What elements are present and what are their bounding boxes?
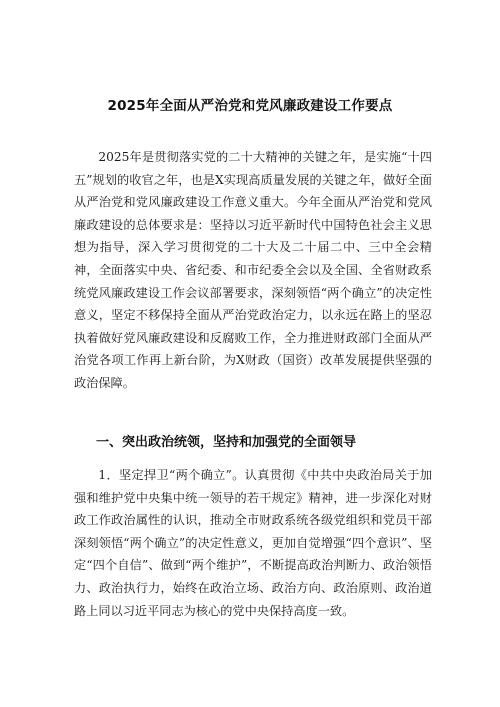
item-1-paragraph: 1．坚定捍卫“两个确立”。认真贯彻《中共中央政治局关于加强和维护党中央集中统一领导的若干规定》精神，进一步深化对财政工作政治属性的认识，推动全市财政系统各级党组织和党员干部深刻领悟“两个确立”的决定性意义，更加自觉增强“四个意识”、坚定“四个自信”、做到“两个维护”，不断提高政治判断力、政治领悟力、政治执行力，始终在政治立场、政治方向、政治原则、政治道路上同以习近平同志为核心的党中央保持高度一致。 — [74, 468, 432, 618]
section-heading-1: 一、突出政治统领，坚持和加强党的全面领导 — [96, 435, 357, 450]
document-title: 2025年全面从严治党和党风廉政建设工作要点 — [107, 98, 393, 114]
intro-paragraph: 2025年是贯彻落实党的二十大精神的关键之年，是实施“十四五”规划的收官之年，也是X实现高质量发展的关键之年，做好全面从严治党和党风廉政建设工作意义重大。今年全面从严治党和党风廉政建设的总体要求是：坚持以习近平新时代中国特色社会主义思想为指导，深入学习贯彻党的二十大及二十届二中、三中全会精神，全面落实中央、省纪委、和市纪委全会以及全国、全省财政系统党风廉政建设工作会议部署要求，深刻领悟“两个确立”的决定性意义，坚定不移保持全面从严治党政治定力，以永远在路上的坚忍执着做好党风廉政建设和反腐败工作，全力推进财政部门全面从严治党各项工作再上新台阶，为X财政（国资）改革发展提供坚强的政治保障。 — [74, 150, 432, 390]
